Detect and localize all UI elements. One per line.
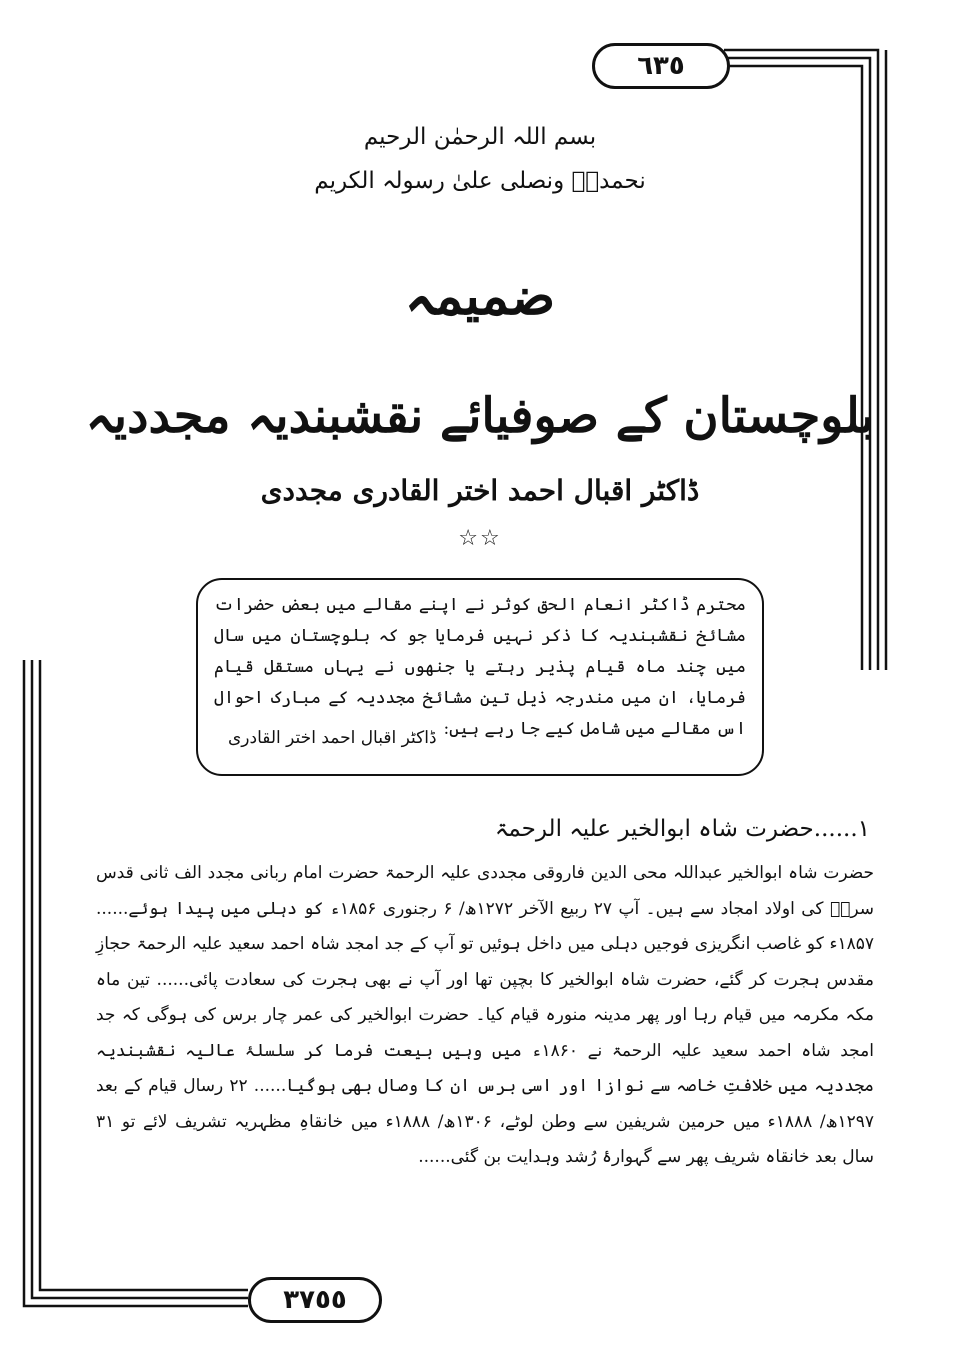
durood-line: نحمدہٗ ونصلی علیٰ رسولہ الکریم: [314, 168, 646, 194]
body-paragraph: [96, 856, 874, 1176]
bismillah-line: بسم اللہ الرحمٰن الرحیم: [363, 124, 597, 150]
appendix-label: ضمیمہ: [404, 266, 556, 327]
editorial-note-box: [196, 578, 764, 776]
top-page-number: ٦٣٥: [592, 43, 730, 89]
author-name: ڈاکٹر اقبال احمد اختر القادری مجددی: [260, 474, 700, 507]
editorial-note-text: محترم ڈاکٹر انعام الحق کوثر نے اپنے مقالے میں بعض حضرات مشائخ نقشبندیہ کا ذکر نہیں فرمایا جو کہ بلوچستان میں سال میں چند ماہ قیام پذیر رہتے یا جنھوں نے یہاں مستقل قیام فرمایا، ان میں مندرجہ ذیل تین مشائخ مجددیہ کے مبارک احوال اس مقالے میں شامل کیے جا رہے ہیں:: [214, 595, 746, 739]
note-signature: ڈاکٹر اقبال احمد اختر القادری: [228, 728, 437, 748]
section-heading: ۱......حضرت شاہ ابوالخیر علیہ الرحمۃ: [494, 816, 870, 842]
body-paragraph-text: حضرت شاہ ابوالخیر عبداللہ محی الدین فاروقی مجددی علیہ الرحمۃ حضرت امام ربانی مجدد الف ثانی قدس سرہٗ کی اولاد امجاد سے ہیں۔ آپ ۲۷ ربیع الآخر ۱۲۷۲ھ/ ۶ رجنوری ۱۸۵۶ء کو دہلی میں پیدا ہوئے...... ۱۸۵۷ء کو غاصب انگریزی فوجیں دہلی میں داخل ہوئیں تو آپ کے جد امجد شاہ احمد سعید علیہ الرحمۃ حجازِ مقدس ہجرت کر گئے، حضرت شاہ ابوالخیر کا بچپن تھا اور آپ نے بھی ہجرت کی سعادت پائی...... تین ماہ مکہ مکرمہ میں قیام رہا اور پھر مدینہ منورہ قیام کیا۔ حضرت ابوالخیر کی عمر چار برس کی ہوگی کہ جد امجد شاہ احمد سعید علیہ الرحمۃ نے ۱۸۶۰ء میں وہیں بیعت فرما کر سلسلۂ عالیہ نقشبندیہ مجددیہ میں خلافتِ خاصہ سے نوازا اور اسی برس ان کا وصال بھی ہوگیا...... ۲۲ رسال قیام کے بعد ۱۲۹۷ھ/ ۱۸۸۸ء میں حرمین شریفین سے وطن لوٹے، ۱۳۰۶ھ/ ۱۸۸۸ء میں خانقاہِ مظہریہ تشریف لائے تو ۳۱ سال بعد خانقاہ شریف پھر سے گہوارۂ رُشد وہدایت بن گئی......: [96, 863, 874, 1167]
bottom-page-number: ٣٧٥٥: [248, 1277, 382, 1323]
article-title: بلوچستان کے صوفیائے نقشبندیہ مجددیہ: [85, 388, 875, 444]
star-separator: ☆☆: [458, 526, 502, 551]
